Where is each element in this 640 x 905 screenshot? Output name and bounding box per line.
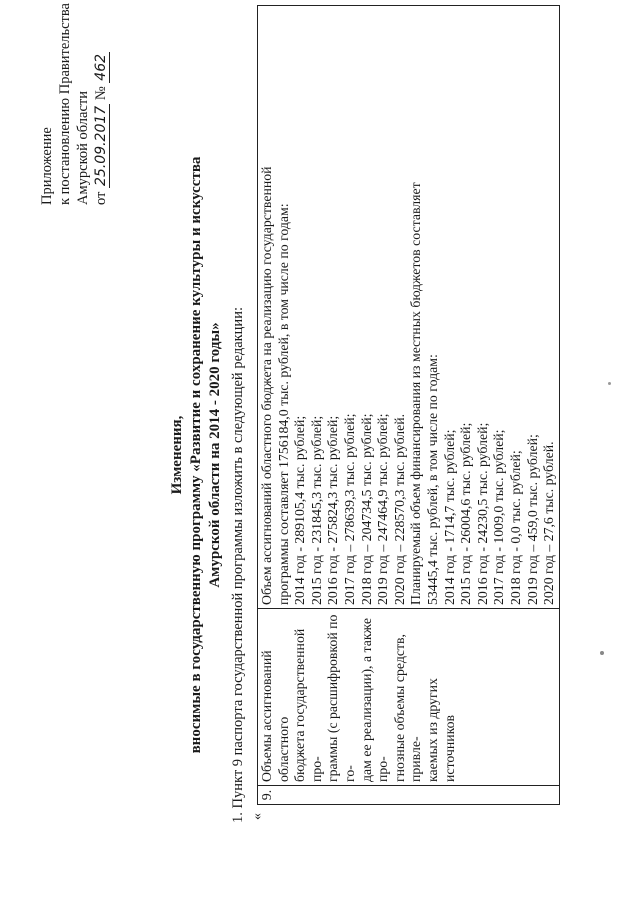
content-line: 2019 год – 247464,9 тыс. рублей; <box>375 413 391 605</box>
content-line: программы составляет 1756184,0 тыс. рублей, в том числе по годам: <box>275 203 291 605</box>
content-line: 2017 год - 1009,0 тыс. рублей; <box>491 429 507 605</box>
name-line: граммы (с расшифровкой по го- <box>325 614 357 782</box>
content-line: 2014 год - 289105,4 тыс. рублей; <box>292 415 308 605</box>
scan-speck <box>608 382 611 385</box>
content-line: 2018 год - 0,0 тыс. рублей; <box>507 450 523 605</box>
number-prefix: № <box>93 86 109 101</box>
scan-speck <box>600 651 604 655</box>
content-line: 2016 год - 24230,5 тыс. рублей; <box>474 422 490 605</box>
title-line: Изменения, <box>169 415 185 495</box>
appendix-date-line <box>92 5 110 205</box>
content-line: 2014 год - 1714,7 тыс. рублей; <box>441 429 457 605</box>
content-line: 53445,4 тыс. рублей, в том числе по годам: <box>424 354 440 605</box>
content-line: 2019 год – 459,0 тыс. рублей; <box>524 434 540 605</box>
name-line: каемых из других источников <box>424 678 457 782</box>
name-line: бюджета государственной про- <box>292 628 324 782</box>
table-row <box>258 6 560 805</box>
content-line: 2020 год – 27,6 тыс. рублей. <box>541 441 557 605</box>
content-line: 2015 год - 231845,3 тыс. рублей; <box>308 415 324 605</box>
opening-quote-mark: « <box>250 813 265 820</box>
row-content-cell <box>258 6 560 609</box>
handwritten-date: 25.09.2017 <box>93 105 109 186</box>
content-line: 2016 год - 275824,3 тыс. рублей; <box>325 415 341 605</box>
name-line: гнозные объемы средств, привле- <box>391 634 424 782</box>
appendix-line: к постановлению Правительства <box>57 3 73 205</box>
content-line: Планируемый объем финансирования из местных бюджетов составляет <box>408 182 424 605</box>
intro-paragraph: 1. Пункт 9 паспорта государственной программы изложить в следующей редакции: <box>230 307 246 823</box>
appendix-line: Амурской области <box>75 91 91 205</box>
passport-table <box>257 5 560 805</box>
handwritten-number: 462 <box>93 53 109 81</box>
appendix-header <box>38 5 110 205</box>
content-line: 2018 год – 204734,5 тыс. рублей; <box>358 413 374 605</box>
title-line: вносимые в государственную программу «Развитие и сохранение культуры и искусства <box>188 156 204 754</box>
row-number: 9. <box>258 786 560 805</box>
document-title <box>168 135 225 775</box>
content-line: 2020 год – 228570,3 тыс. рублей. <box>391 413 407 605</box>
appendix-line: Приложение <box>39 127 55 205</box>
name-line: Объемы ассигнований областного <box>259 650 291 782</box>
content-line: 2017 год – 278639,3 тыс. рублей; <box>341 413 357 605</box>
date-prefix: от <box>93 191 109 205</box>
content-line: Объем ассигнований областного бюджета на реализацию государственной <box>259 166 274 605</box>
name-line: дам ее реализации), а также про- <box>358 617 391 782</box>
row-name-cell <box>258 609 560 786</box>
title-line: Амурской области на 2014 - 2020 годы» <box>207 322 223 588</box>
content-line: 2015 год - 26004,6 тыс. рублей; <box>458 422 474 605</box>
